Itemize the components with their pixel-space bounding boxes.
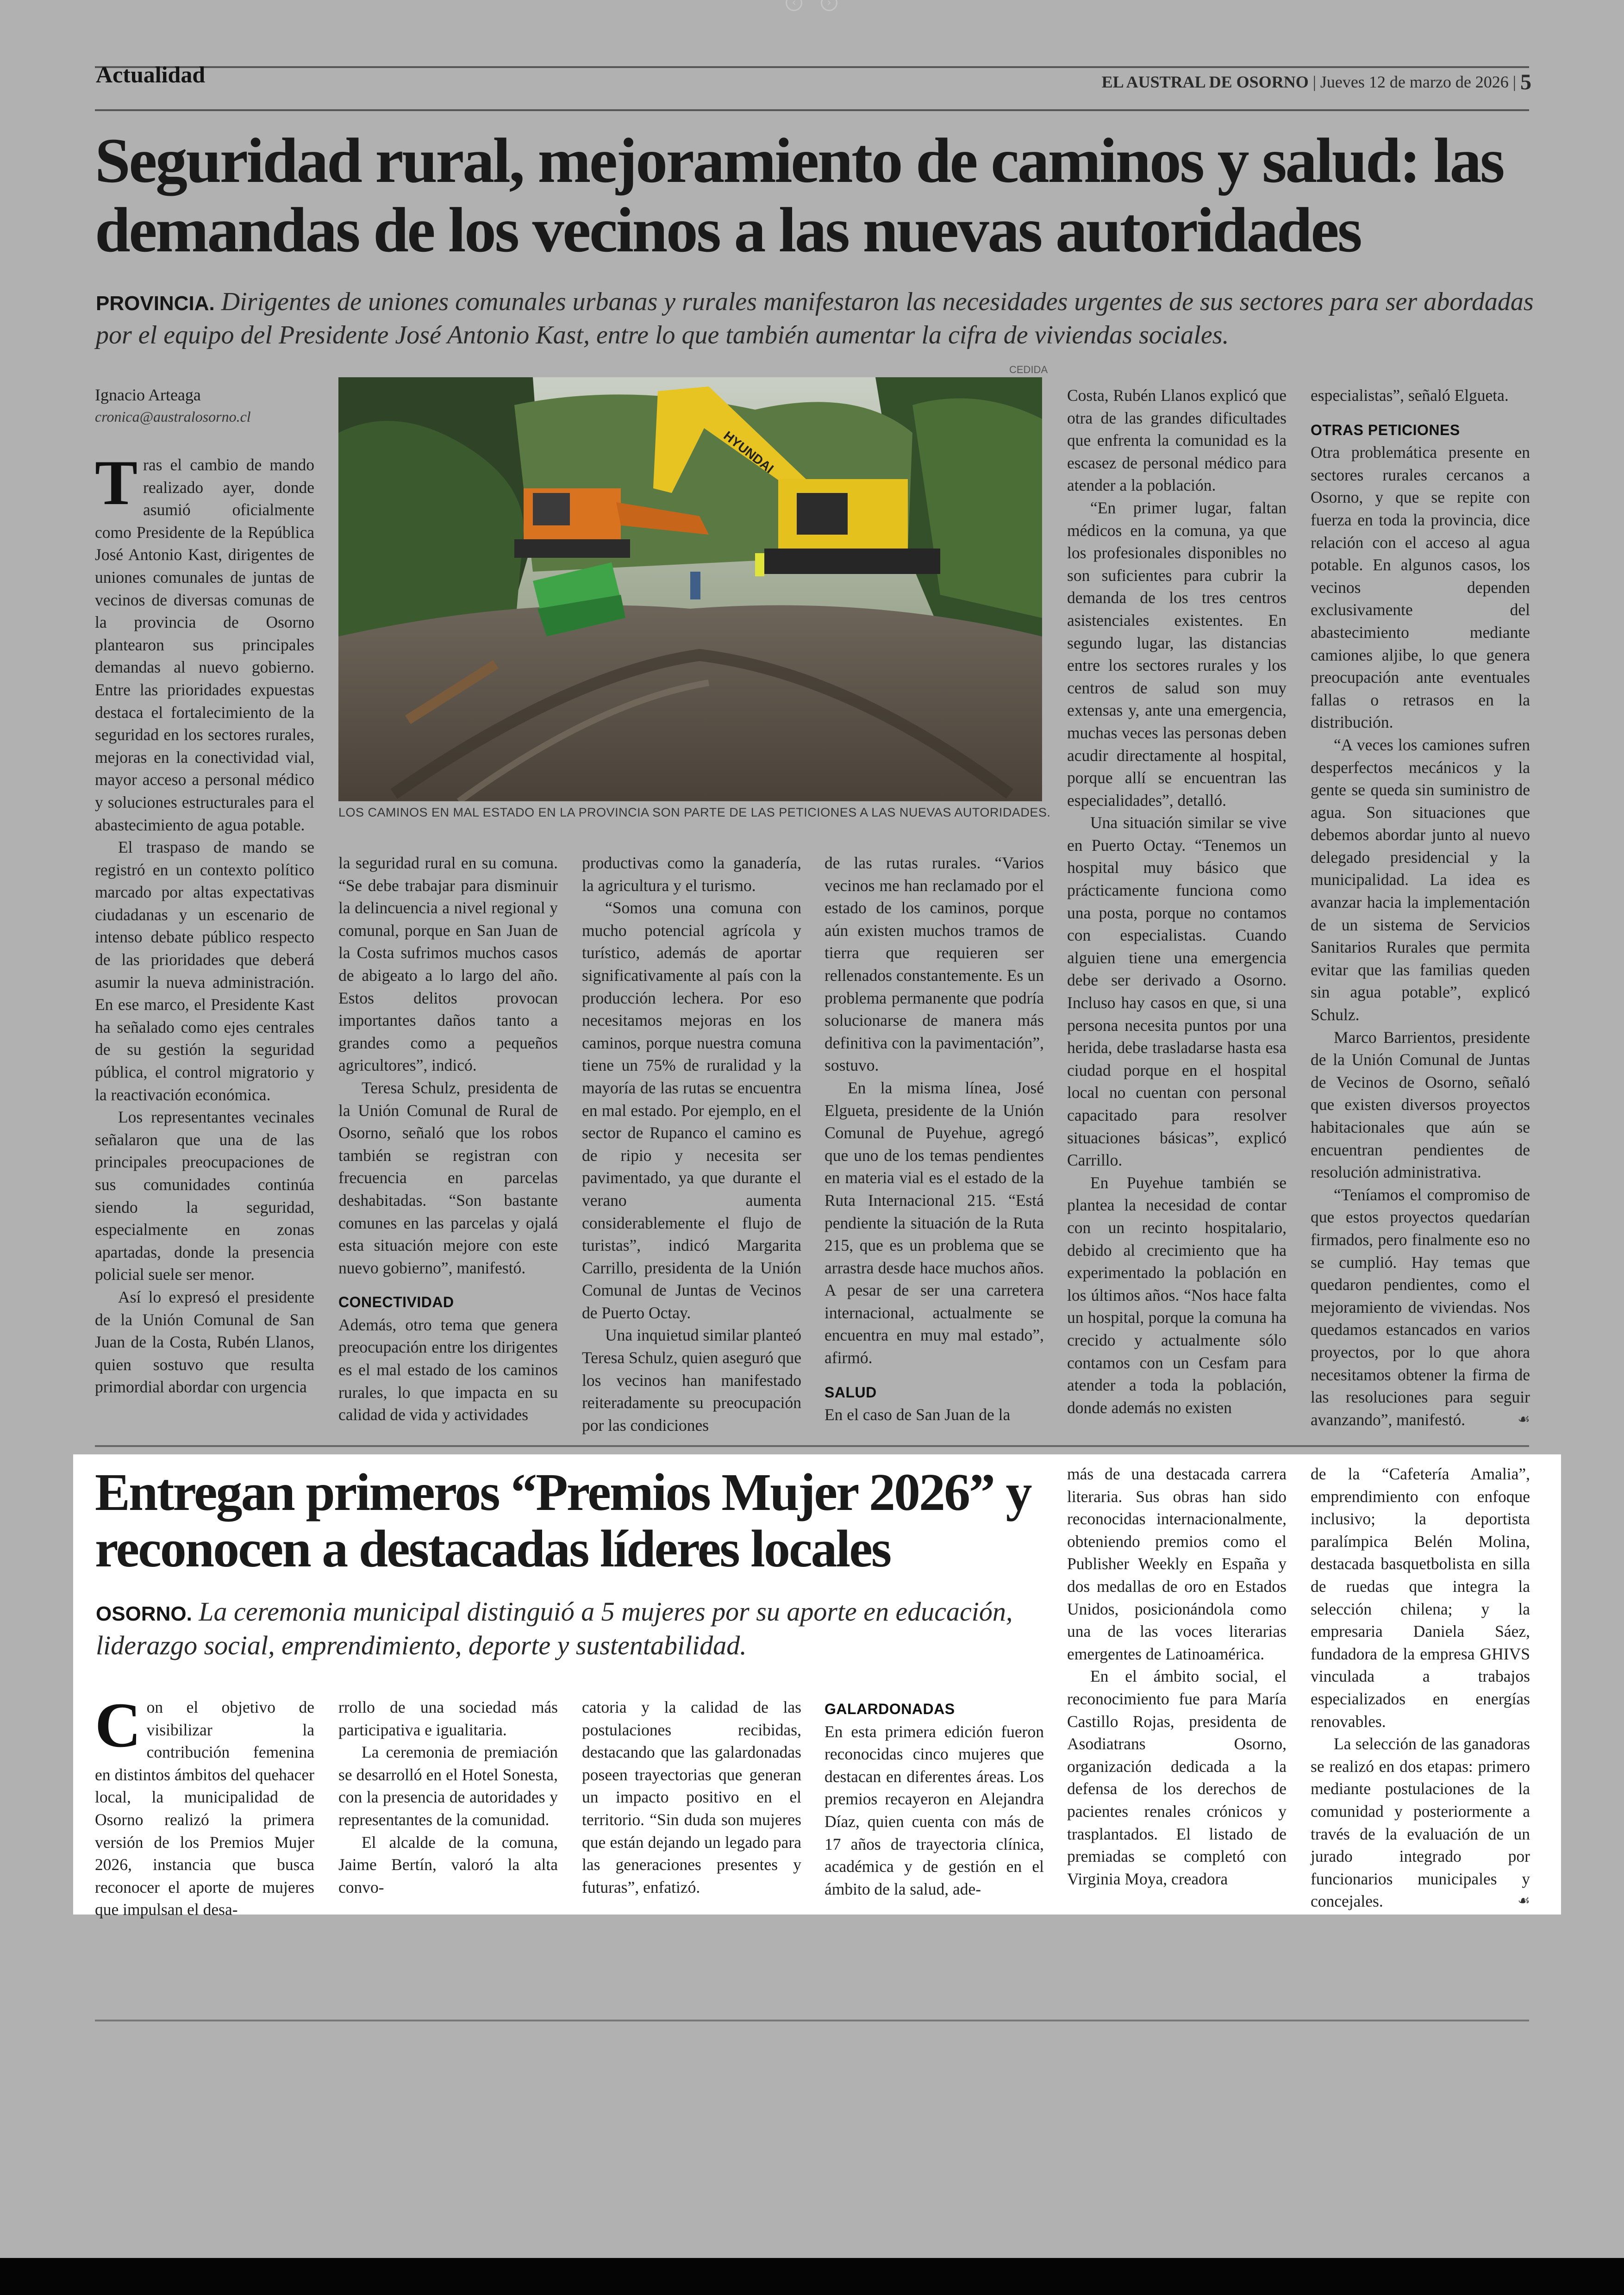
article1-paragraph: productivas como la ganadería, la agricultura y el turismo.	[582, 854, 801, 895]
article1-paragraph: “A veces los camiones sufren desperfectos mecánicos y la gente se queda sin suministro de agua. Son situaciones que debemos abordar junto al nuevo delegado presidencial y la municipalidad. La idea es avanzar hacia la implementación de un sistema de Servicios Sanitarios Rurales que permita evitar que las familias queden sin agua potable”, explicó Schulz.	[1311, 735, 1530, 1024]
article2-column-6	[1311, 1463, 1530, 1913]
article2-paragraph: más de una destacada carrera literaria. Sus obras han sido reconocidas internacionalmente, obteniendo premios como el Publisher Weekly en España y dos medallas de oro en Estados Unidos, posicionándola como una de las voces literarias emergentes de Latinoamérica.	[1067, 1465, 1287, 1663]
article1-paragraph: Los representantes vecinales señalaron que una de las principales preocupaciones de sus comunidades continúa siendo la seguridad, especialmente en zonas apartadas, donde la presencia policial suele ser menor.	[95, 1108, 314, 1284]
article-deck	[96, 286, 1536, 351]
photo-caption: LOS CAMINOS EN MAL ESTADO EN LA PROVINCIA SON PARTE DE LAS PETICIONES A LAS NUEVAS AUTORIDADES.	[338, 805, 1051, 819]
article2-column-1	[95, 1690, 314, 1921]
article2-headline: Entregan primeros “Premios Mujer 2026” y reconocen a destacadas líderes locales	[95, 1463, 1031, 1578]
subhead-galardonadas: GALARDONADAS	[824, 1701, 955, 1717]
article2-kicker: OSORNO.	[96, 1603, 192, 1625]
article1-paragraph: En Puyehue también se plantea la necesidad de contar con un recinto hospitalario, debido al crecimiento que ha experimentado la población en los últimos años. “Nos hace falta un hospital, porque la comuna ha crecido y actualmente sólo contamos con un Cesfam para atender a toda la población, donde además no existen	[1067, 1173, 1287, 1417]
article-kicker: PROVINCIA.	[96, 292, 215, 315]
article2-paragraph: de la “Cafetería Amalia”, emprendimiento con enfoque inclusivo; la deportista paralímpica Belén Molina, destacada basquetbolista en silla de ruedas que integra la selección chilena; y la empresaria Daniela Sáez, fundadora de la empresa GHIVS vinculada a trabajos especializados en energías renovables.	[1311, 1465, 1530, 1731]
article2-lead-text: on el objetivo de visibilizar la contribución femenina en distintos ámbitos del quehacer local, la municipalidad de Osorno realizó la primera versión de los Premios Mujer 2026, instancia que busca reconocer el aporte de mujeres que impulsan el desa-	[95, 1698, 314, 1919]
article2-dropcap: C	[95, 1690, 141, 1760]
page-number: 5	[1520, 70, 1531, 94]
article1-dropcap: T	[95, 447, 138, 518]
article1-column-3	[582, 852, 801, 1436]
article2-lead-paragraph	[95, 1690, 314, 1921]
next-page-icon[interactable]: ›	[821, 0, 837, 11]
article1-paragraph	[1311, 1184, 1530, 1431]
subhead-conectividad: CONECTIVIDAD	[338, 1294, 454, 1311]
article2-paragraph: En esta primera edición fueron reconocidas cinco mujeres que destacan en diferentes áreas. Los premios recayeron en Alejandra Díaz, quien cuenta con más de 17 años de trayectoria clínica, académica y de gestión en el ámbito de la salud, ade-	[824, 1722, 1044, 1898]
article1-paragraph: Marco Barrientos, presidente de la Unión Comunal de Juntas de Vecinos de Osorno, señaló que existen diversos proyectos habitacionales que aún se encuentran pendientes de resolución administrativa.	[1311, 1028, 1530, 1182]
prev-page-icon[interactable]: ‹	[786, 0, 802, 11]
machine-brand-label: HYUNDAI	[721, 428, 776, 476]
article1-column-4	[824, 852, 1044, 1426]
article1-paragraph: especialistas”, señaló Elgueta.	[1311, 386, 1509, 405]
article2-column-2	[338, 1696, 558, 1898]
viewer-bottom-bar	[0, 2258, 1624, 2295]
article1-column-1	[95, 447, 314, 1398]
article1-paragraph: Una situación similar se vive en Puerto Octay. “Tenemos un hospital muy básico que prácticamente funciona como una posta, porque no contamos con especialistas. Cuando alguien tiene una emergencia debe ser derivado a Osorno. Incluso hay casos en que, si una persona necesita puntos por una herida, debe trasladarse hasta esa ciudad porque en el hospital local no cuentan con personal capacitado para resolver situaciones básicas”, explicó Carrillo.	[1067, 813, 1287, 1170]
article1-paragraph: En la misma línea, José Elgueta, presidente de la Unión Comunal de Puyehue, agregó que uno de los temas pendientes en materia vial es el estado de la Ruta Internacional 215. “Está pendiente la situación de la Ruta 215, que es un problema que se arrastra desde hace muchos años. A pesar de ser una carretera internacional, actualmente se encuentra en muy mal estado”, afirmó.	[824, 1078, 1044, 1367]
article2-column-5	[1067, 1463, 1287, 1890]
article1-paragraph: Una inquietud similar planteó Teresa Schulz, quien aseguró que los vecinos han manifestado reiteradamente su preocupación por las condiciones	[582, 1326, 801, 1434]
article2-deck-text: La ceremonia municipal distinguió a 5 mujeres por su aporte en educación, liderazgo social, emprendimiento, deporte y sustentabilidad.	[96, 1597, 1013, 1660]
section-label: Actualidad	[96, 62, 206, 87]
article2-paragraph: En el ámbito social, el reconocimiento fue para María Castillo Rojas, presidenta de Asodiatrans Osorno, organización dedicada a la defensa de los derechos de pacientes renales crónicos y trasplantados. El listado de premiadas se completó con Virginia Moya, creadora	[1067, 1667, 1287, 1888]
article1-lead-paragraph	[95, 447, 314, 836]
article1-paragraph: “Somos una comuna con mucho potencial agrícola y turístico, además de aportar significativamente al país con la producción lechera. Por eso necesitamos mejoras en los caminos, porque nuestra comuna tiene un 75% de ruralidad y la mayoría de las rutas se encuentra en mal estado. Por ejemplo, en el sector de Rupanco el camino es de ripio y necesita ser pavimentado, ya que durante el verano aumenta considerablemente el flujo de turistas”, indicó Margarita Carrillo, presidenta de la Unión Comunal de Juntas de Vecinos de Puerto Octay.	[582, 898, 801, 1322]
article1-paragraph: Así lo expresó el presidente de la Unión Comunal de San Juan de la Costa, Rubén Llanos, quien sostuvo que resulta primordial abordar con urgencia	[95, 1287, 314, 1397]
article2-last-text: La selección de las ganadoras se realizó en dos etapas: primero mediante postulaciones de la comunidad y posteriormente a través de la evaluación de un jurado integrado por funcionarios municipales y concejales.	[1311, 1734, 1530, 1911]
publication-name: EL AUSTRAL DE OSORNO	[1101, 73, 1309, 91]
article2-column-3	[582, 1696, 801, 1898]
article-photo	[338, 377, 1042, 801]
photo-credit: CEDIDA	[1009, 364, 1048, 375]
article-end-icon: ☙	[1518, 1411, 1530, 1428]
article2-paragraph: La ceremonia de premiación se desarrolló en el Hotel Sonesta, con la presencia de autoridades y representantes de la comunidad.	[338, 1743, 558, 1829]
article1-paragraph: El traspaso de mando se registró en un contexto político marcado por altas expectativas ciudadanas y un escenario de intenso debate público respecto de las prioridades que deberá asumir la nueva administración. En ese marco, el Presidente Kast ha señalado como ejes centrales de su gestión la seguridad pública, el control migratorio y la reactivación económica.	[95, 838, 314, 1104]
subhead-salud: SALUD	[824, 1384, 877, 1401]
article1-last-text: “Teníamos el compromiso de que estos proyectos quedarían firmados, pero finalmente eso no se cumplió. Hay temas que quedaron pendientes, como el mejoramiento de viviendas. Nos quedamos estancados en varios proyectos, por lo que ahora necesitamos obtener la firma de las resoluciones para seguir avanzando”, manifestó.	[1311, 1185, 1530, 1429]
article1-column-6	[1311, 384, 1530, 1431]
header-rule	[95, 109, 1529, 111]
article1-column-5	[1067, 384, 1287, 1419]
article2-paragraph: catoria y la calidad de las postulaciones recibidas, destacando que las galardonadas poseen trayectorias que generan un impacto positivo en el territorio. “Sin duda son mujeres que están dejando un legado para las generaciones presentes y futuras”, enfatizó.	[582, 1698, 801, 1896]
article1-paragraph: Otra problemática presente en sectores rurales cercanos a Osorno, y que se repite con fuerza en toda la provincia, dice relación con el acceso al agua potable. En algunos casos, los vecinos dependen exclusivamente del abastecimiento mediante camiones aljibe, lo que genera preocupación ante eventuales fallas o retrasos en la distribución.	[1311, 443, 1530, 732]
article1-paragraph: de las rutas rurales. “Varios vecinos me han reclamado por el estado de los caminos, porque aún existen muchos tramos de tierra que requieren ser rellenados constantemente. Es un problema permanente que podría solucionarse de manera más definitiva con la pavimentación”, sostuvo.	[824, 854, 1044, 1075]
article1-paragraph: Teresa Schulz, presidenta de la Unión Comunal de Rural de Osorno, señaló que los robos también se registran con frecuencia en parcelas deshabitadas. “Son bastante comunes en las parcelas y ojalá esta situación mejore con este nuevo gobierno”, manifestó.	[338, 1078, 558, 1277]
article2-column-4	[824, 1685, 1044, 1900]
article2-paragraph: rrollo de una sociedad más participativa e igualitaria.	[338, 1698, 558, 1739]
page-header	[1102, 68, 1531, 93]
author-name: Ignacio Arteaga	[95, 386, 201, 404]
article2-end-icon: ☙	[1518, 1893, 1530, 1909]
article-deck-text: Dirigentes de uniones comunales urbanas y rurales manifestaron las necesidades urgentes de sus sectores para ser abordadas por el equipo del Presidente José Antonio Kast, entre lo que también aumentar la cifra de viviendas sociales.	[96, 287, 1534, 349]
subhead-otras-peticiones: OTRAS PETICIONES	[1311, 421, 1460, 438]
article1-paragraph: “En primer lugar, faltan médicos en la comuna, ya que los profesionales disponibles no son suficientes para cubrir la demanda de los tres centros asistenciales existentes. En segundo lugar, las distancias entre los sectores rurales y los centros de salud son muy extensas y, ante una emergencia, muchas veces las personas deben acudir directamente al hospital, porque allí se encuentran las especialidades”, detalló.	[1067, 498, 1287, 810]
bottom-rule	[95, 2020, 1529, 2021]
article-headline: Seguridad rural, mejoramiento de caminos y salud: las demandas de los vecinos a las nuevas autoridades	[95, 125, 1504, 265]
excavators-road-illustration	[338, 377, 1042, 801]
article1-column-2	[338, 852, 558, 1426]
article1-paragraph: la seguridad rural en su comuna. “Se debe trabajar para disminuir la delincuencia a nivel regional y comunal, porque en San Juan de la Costa sufrimos muchos casos de abigeato a lo largo del año. Estos delitos provocan importantes daños tanto a grandes como a pequeños agricultores”, indicó.	[338, 854, 558, 1075]
article1-paragraph: En el caso de San Juan de la	[824, 1405, 1011, 1424]
article-divider-rule	[95, 1445, 1529, 1447]
article2-paragraph: El alcalde de la comuna, Jaime Bertín, valoró la alta convo-	[338, 1833, 558, 1896]
page-nav	[786, 0, 841, 13]
article1-lead-text: ras el cambio de mando realizado ayer, donde asumió oficialmente como Presidente de la República José Antonio Kast, dirigentes de uniones comunales de juntas de vecinos de diversas comunas de la provincia de Osorno plantearon sus principales demandas al nuevo gobierno. Entre las prioridades expuestas destaca el fortalecimiento de la seguridad en los sectores rurales, mejoras en la conectividad vial, mayor acceso a personal médico y soluciones estructurales para el abastecimiento de agua potable.	[95, 455, 314, 834]
article2-paragraph	[1311, 1733, 1530, 1913]
issue-date: | Jueves 12 de marzo de 2026 |	[1312, 73, 1516, 91]
author-email[interactable]: cronica@australosorno.cl	[95, 408, 251, 425]
article2-deck	[96, 1596, 1063, 1661]
article1-paragraph: Costa, Rubén Llanos explicó que otra de las grandes dificultades que enfrenta la comunidad es la escasez de personal médico para atender a la población.	[1067, 386, 1287, 495]
article1-paragraph: Además, otro tema que genera preocupación entre los dirigentes es el mal estado de los caminos rurales, lo que impacta en su calidad de vida y actividades	[338, 1315, 558, 1424]
